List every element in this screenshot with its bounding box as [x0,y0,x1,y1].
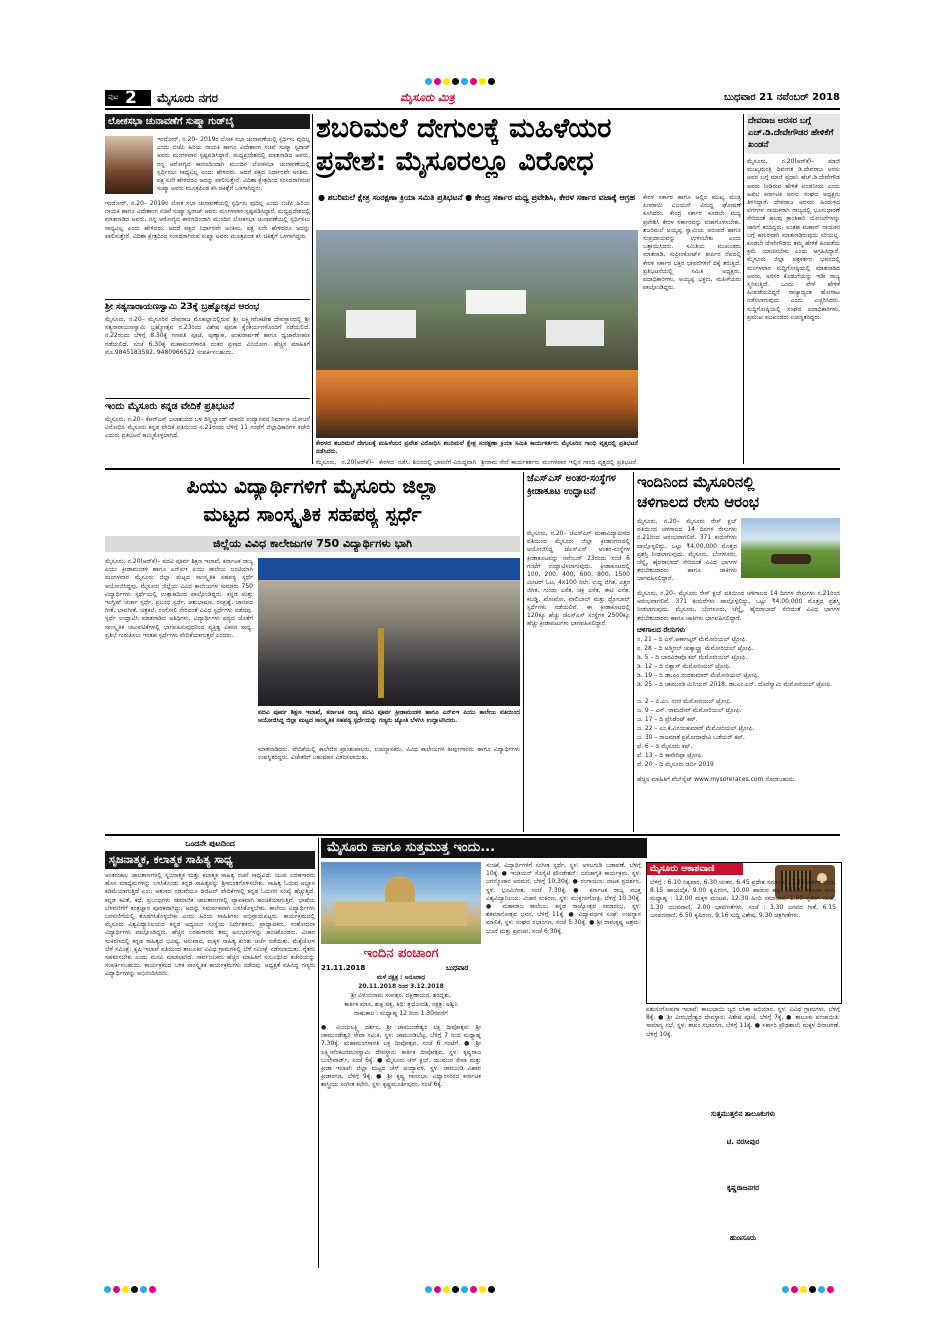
banner-shape [258,558,520,580]
taluk-heading: ಕೃಷ್ಣರಾಜನಗರ [727,1184,759,1192]
page-label: ಪುಟ [108,93,119,101]
puc-headline-2: ಮಟ್ಟದ ಸಾಂಸ್ಕೃತಿಕ ಸಹಪಠ್ಯ ಸ್ಪರ್ಧೆ [203,502,422,526]
race-intro: ಮೈಸೂರು, ನ.20– ಮೈಸೂರು ರೇಸ್ ಕ್ಲಬ್ ವತಿಯಿಂದ ಚಳಿಗಾಲದ 14 ದಿನಗಳ ರೇಸುಗಳು ನ.21ರಿಂದ ಆರಂಭವಾಗಲಿವೆ. 371 ಕುದುರೆಗಳು ಪಾಲ್ಗೊಳ್ಳಲಿದ್ದು, ಒಟ್ಟು ₹4,00,000 ಮೊತ್ತದ ಪ್ರಶಸ್ತಿ ನೀಡಲಾಗುವುದು. ಮೈಸೂರು, ಬೆಂಗಳೂರು, ಚೆನ್ನೈ, ಹೈದರಾಬಾದ್ ಸೇರಿದಂತೆ ವಿವಿಧ ಭಾಗಗಳ ತರಬೇತುದಾರರು ಹಾಗೂ ಜಾಕಿಗಳು ಭಾಗವಹಿಸಲಿದ್ದಾರೆ. [637,518,737,583]
section-rule [105,468,840,470]
section-title: ಮೈಸೂರು ನಗರ [157,91,219,105]
dot [140,1286,147,1293]
race-headline-2: ಚಳಿಗಾಲದ ರೇಸು ಆರಂಭ [637,493,760,511]
column-rule [743,114,744,464]
lead-story [316,112,741,467]
dot [113,1286,120,1293]
jss-story [527,472,630,832]
lamp-lighting-photo [258,558,520,706]
devaraj-headline: ದೇವರಾಜ ಅರಸರ ಬಗ್ಗೆ ಎಚ್.ಡಿ.ದೇವೇಗೌಡರ ಹೇಳಿಕೆಗೆ ಖಂಡನೆ [747,114,840,154]
puc-headline-1: ಪಿಯು ವಿದ್ಯಾರ್ಥಿಗಳಿಗೆ ಮೈಸೂರು ಜಿಲ್ಲಾ [186,474,439,498]
dot [818,1286,825,1293]
lead-body-col4: ಕೇರಳ ಸರ್ಕಾರ ಹಾಗೂ ಅಲ್ಲಿನ ಮುಖ್ಯ ಮಂತ್ರಿ ಪಿಣರಾಯಿ ವಿಜಯನ್ ವಿರುದ್ಧ ಘೋಷಣೆ ಕೂಗಿದರು. ಕೇಂದ್ರ ಸರ್ಕಾರ ಕೂಡಲೇ ಮಧ್ಯ ಪ್ರವೇಶಿಸಿ ಕೇರಳ ಸರ್ಕಾರವನ್ನು ವಜಾಗೊಳಿಸಬೇಕು. ಶಬರಿಮಲೆ ಅಯ್ಯಪ್ಪ ಸ್ವಾಮಿಯ ಪರಂಪರೆ ಹಾಗೂ ಸಂಪ್ರದಾಯವನ್ನು ಉಳಿಸಬೇಕು ಎಂದು ಒತ್ತಾಯಿಸಿದರು. ಸಮಿತಿಯ ಮುಖಂಡರು ಮಾತನಾಡಿ, ಸುಪ್ರೀಂಕೋರ್ಟ್ ತೀರ್ಪಿನ ನೆಪದಲ್ಲಿ ಕೇರಳ ಸರ್ಕಾರ ಭಕ್ತರ ಭಾವನೆಗಳಿಗೆ ಧಕ್ಕೆ ತರುತ್ತಿದೆ. ಪ್ರತಿಭಟನೆಯಲ್ಲಿ ಸಮಿತಿ ಅಧ್ಯಕ್ಷರು, ಪದಾಧಿಕಾರಿಗಳು, ಅಯ್ಯಪ್ಪ ಭಕ್ತರು, ಮಹಿಳೆಯರು ಪಾಲ್ಗೊಂಡಿದ್ದರು. [643,194,741,292]
lead-headline-1: ಶಬರಿಮಲೆ ದೇಗುಲಕ್ಕೆ ಮಹಿಳೆಯರ [316,113,612,144]
lead-headline-2: ಪ್ರವೇಶ: ಮೈಸೂರಲ್ಲೂ ವಿರೋಧ [316,146,594,177]
dot [131,1286,138,1293]
dot [488,78,495,85]
radio-title: ಮೈಸೂರು ಆಕಾಶವಾಣಿ [647,863,743,875]
schedule-item: ಡಿ. 5 – ದಿ ಬಾರವಿರಾವೊ ಕಪ್ ಮೆಮೋರಿಯಲ್ ಟ್ರೋಫಿ. [637,654,748,661]
dot [470,1286,477,1293]
schedule-item: ಜ. 30 – ರಾಜಮಾತೆ ಪ್ರಮೋದಾದೇವಿ ಒಡೆಯರ್ ಕಪ್. [637,734,745,741]
panchanga-line: ರಾಹುಕಾಲ : ಮಧ್ಯಾಹ್ನ 12 ರಿಂದ 1.30ರವರೆಗೆ [354,1010,448,1017]
events-col1: ● ವಿಜಯಲಕ್ಷ್ಮಿ ದರ್ಶನ, ಶ್ರೀ ಚಾಮುಂಡೇಶ್ವರಿ ಲಕ್ಷ ದೀಪೋತ್ಸವ: ಶ್ರೀ ಚಾಮುಂಡೇಶ್ವರಿ ಸೇವಾ ಸಮಿತಿ, ಸ್ಥಳ: ಚಾಮುಂಡಿಬೆಟ್ಟ, ಬೆಳಿಗ್ಗೆ 7 ರಿಂದ ಮಧ್ಯಾಹ್ನ 7.30ಕ್ಕೆ. ಮಹಾಮಂಗಳಾರತಿ ಲಕ್ಷ ದೀಪೋತ್ಸವ, ಸಂಜೆ 6 ಗಂಟೆಗೆ. ● ಶ್ರೀ ಲಕ್ಷ್ಮೀವೆಂಕಟರಮಣಸ್ವಾಮಿ ದೇವಸ್ಥಾನ: ಕಾರ್ತಿಕ ದೀಪೋತ್ಸವ, ಸ್ಥಳ: ಕೃಷ್ಣರಾಜ ಬುಲೇವಾರ್ಡ್, ಸಂಜೆ 6ಕ್ಕೆ. ● ಮೈಸೂರು ಚೆಸ್ ಕ್ಲಬ್, ಯುವಜನ ಸೇವಾ ಮತ್ತು ಕ್ರೀಡಾ ಇಲಾಖೆ: ಜಿಲ್ಲಾ ಮಟ್ಟದ ಚೆಸ್ ಪಂದ್ಯಾವಳಿ, ಸ್ಥಳ: ಚಾಮುಂಡಿ ವಿಹಾರ ಕ್ರೀಡಾಂಗಣ, ಬೆಳಿಗ್ಗೆ 9ಕ್ಕೆ. ● ಶ್ರೀ ಕೃಷ್ಣ ಗಾನಸಭಾ: ವಿದ್ವಾಂಸರಿಂದ ಕರ್ನಾಟಕ ಶಾಸ್ತ್ರೀಯ ಸಂಗೀತ ಕಛೇರಿ, ಸ್ಥಳ: ಕೃಷ್ಣಮೂರ್ತಿಪುರಂ, ಸಂಜೆ 6ಕ್ಕೆ. [321,1024,481,1089]
sushma-body-cont: ಇಂದೋರ್, ನ.20– 2019ರ ಲೋಕ ಸಭಾ ಚುನಾವಣೆಯಲ್ಲಿ ಸ್ಪರ್ಧಿಸು ವುದಿಲ್ಲ ಎಂದು ಬಿಜೆಪಿ ಹಿರಿಯ ನಾಯಕಿ ಹಾಗೂ ವಿದೇಶಾಂಗ ಸಚಿವೆ ಸುಷ್ಮಾ ಸ್ವರಾಜ್ ಅವರು ಮಂಗಳವಾರ ಸ್ಪಷ್ಟಪಡಿಸಿದ್ದಾರೆ. ಮಧ್ಯಪ್ರದೇಶದಲ್ಲಿ ಮಾತನಾಡಿದ ಅವರು, ನನ್ನ ಆರೋಗ್ಯದ ಕಾರಣದಿಂದಾಗಿ ಮುಂದಿನ ಲೋಕಸಭಾ ಚುನಾವಣೆಯಲ್ಲಿ ಸ್ಪರ್ಧಿಸಲು ಸಾಧ್ಯವಿಲ್ಲ ಎಂದು ಹೇಳಿದರು. ಆದರೆ ಪಕ್ಷದ ನಿರ್ಧಾರವೇ ಅಂತಿಮ. ಪಕ್ಷ ಏನೇ ಹೇಳಿದರೂ ಅದನ್ನು ಪಾಲಿಸುತ್ತೇನೆ. ವಿದಿಶಾ ಕ್ಷೇತ್ರದಿಂದ ಸಂಸದರಾಗಿರುವ ಸುಷ್ಮಾ ಅವರು ಮೂತ್ರಪಿಂಡ ಕಸಿ ಚಿಕಿತ್ಸೆಗೆ ಒಳಗಾಗಿದ್ದರು. [105,200,310,240]
dot [782,1286,789,1293]
puc-body-bottom: ಮಾತನಾಡಿದರು. ವೇದಿಕೆಯಲ್ಲಿ ಕಾಲೇಜಿನ ಪ್ರಾಂಶುಪಾಲರು, ಉಪನ್ಯಾಸಕರು, ವಿವಿಧ ಕಾಲೇಜುಗಳ ತೀರ್ಪುಗಾರರು ಹಾಗೂ ವಿದ್ಯಾರ್ಥಿಗಳು ಉಪಸ್ಥಿತರಿದ್ದರು. ವಿಜೇತರಿಗೆ ಬಹುಮಾನ ವಿತರಿಸಲಾಯಿತು. [258,746,520,762]
dot [425,78,432,85]
lamp-shape [378,628,384,698]
lead-body-col2: ನಡೆಸಿ, ಶಿಬಿರದಲ್ಲಿ ಭಾವನೆಗೆ ವಿರುದ್ಧವಾಗಿ [398,459,476,466]
dot [479,1286,486,1293]
devaraj-body: ಮೈಸೂರು, ನ.20(ಆರ್‌ಕೆ)– ಮಾಜಿ ಮುಖ್ಯಮಂತ್ರಿ ದಿವಂಗತ ಡಿ.ದೇವರಾಜ ಅರಸು ಅವರ ಬಗ್ಗೆ ಮಾಜಿ ಪ್ರಧಾನಿ ಹೆಚ್.ಡಿ.ದೇವೇಗೌಡ ಅವರು ನೀಡಿರುವ ಹೇಳಿಕೆ ಖಂಡನೀಯ ಎಂದು ಅಖಿಲ ಕರ್ನಾಟಕ ಅರಸು ಸಂಘದ ಅಧ್ಯಕ್ಷರು ತಿಳಿಸಿದ್ದಾರೆ. ದೇವರಾಜ ಅರಸರು ಹಿಂದುಳಿದ ವರ್ಗಗಳ ನಾಯಕರಾಗಿ ರಾಜ್ಯದಲ್ಲಿ ಭೂಸುಧಾರಣೆ ಸೇರಿದಂತೆ ಹಲವು ಕ್ರಾಂತಿಕಾರಿ ಯೋಜನೆಗಳನ್ನು ಜಾರಿಗೆ ತಂದಿದ್ದರು. ಅಂತಹ ಮಹಾನ್ ನಾಯಕರ ಬಗ್ಗೆ ಹಗುರವಾಗಿ ಮಾತನಾಡಿರುವುದು ಸರಿಯಲ್ಲ. ಕೂಡಲೇ ದೇವೇಗೌಡರು ತಮ್ಮ ಹೇಳಿಕೆ ಹಿಂಪಡೆದು ಕ್ಷಮೆ ಯಾಚಿಸಬೇಕು ಎಂದು ಆಗ್ರಹಿಸಿದ್ದಾರೆ. ಮೈಸೂರು ಜಿಲ್ಲಾ ಪತ್ರಕರ್ತರ ಭವನದಲ್ಲಿ ಮಂಗಳವಾರ ಸುದ್ದಿಗೋಷ್ಠಿಯಲ್ಲಿ ಮಾತನಾಡಿದ ಅವರು, ಅರಸರ ಕೊಡುಗೆಯನ್ನು ಇಡೀ ರಾಜ್ಯ ಸ್ಮರಿಸುತ್ತಿದೆ. ಒಂದು ವೇಳೆ ಹೇಳಿಕೆ ಹಿಂಪಡೆಯದಿದ್ದರೆ ರಾಜ್ಯಾದ್ಯಂತ ಹೋರಾಟ ನಡೆಸಲಾಗುವುದು ಎಂದು ಎಚ್ಚರಿಸಿದರು. ಸುದ್ದಿಗೋಷ್ಠಿಯಲ್ಲಿ ಸಂಘದ ಪದಾಧಿಕಾರಿಗಳು, ಪ್ರಮುಖ ಮುಖಂಡರು ಉಪಸ್ಥಿತರಿದ್ದರು. [747,158,840,321]
protest-photo [316,230,638,438]
color-bar-left [104,1278,158,1297]
section-rule [105,834,840,836]
events-col2: ಸಂಚಿಕೆ, ವಿದ್ಯಾರ್ಥಿಗಳಿಗೆ ಸಂಗೀತ ಸ್ಪರ್ಧೆ, ಸ್ಥಳ: ಅಳಲಗುಡಿ ಬಡಾವಣೆ, ಬೆಳಿಗ್ಗೆ 10ಕ್ಕೆ. ● ಇಂಡಿಯನ್ ಸೊಸೈಟಿ ಫೌಂಡೇಶನ್: ಜನಜಾಗೃತಿ ಕಾರ್ಯಕ್ರಮ, ಸ್ಥಳ: ಜಗನ್ಮೋಹನ ಅರಮನೆ, ಬೆಳಿಗ್ಗೆ 10.30ಕ್ಕೆ. ● ರಂಗಾಯಣ: ನಾಟಕ ಪ್ರದರ್ಶನ, ಸ್ಥಳ: ಭೂಮಿಗೀತ, ಸಂಜೆ 7.30ಕ್ಕೆ. ● ಕರ್ನಾಟಕ ರಾಜ್ಯ ಮುಕ್ತ ವಿಶ್ವವಿದ್ಯಾನಿಲಯ: ವಿಚಾರ ಸಂಕಿರಣ, ಸ್ಥಳ: ಮುಕ್ತಗಂಗೋತ್ರಿ, ಬೆಳಿಗ್ಗೆ 10.30ಕ್ಕೆ. ● ಮಹಾರಾಜ ಕಾಲೇಜು: ಕನ್ನಡ ರಾಜ್ಯೋತ್ಸವ ಸಮಾರಂಭ, ಸ್ಥಳ: ಶತಮಾನೋತ್ಸವ ಭವನ, ಬೆಳಿಗ್ಗೆ 11ಕ್ಕೆ. ● ವಿದ್ಯಾವರ್ಧಕ ಸಂಘ: ಉಪನ್ಯಾಸ ಮಾಲಿಕೆ, ಸ್ಥಳ: ಸಂಘದ ಸಭಾಂಗಣ, ಸಂಜೆ 5.30ಕ್ಕೆ. ● ಶ್ರೀ ರಾಮಕೃಷ್ಣ ಆಶ್ರಮ: ಭಜನೆ ಮತ್ತು ಪ್ರವಚನ, ಸಂಜೆ 6.30ಕ್ಕೆ. [486,862,641,935]
lead-subheadline: ● ಶಬರಿಮಲೆ ಕ್ಷೇತ್ರ ಸಂರಕ್ಷಣಾ ಕ್ರಿಯಾ ಸಮಿತಿ ಪ್ರತಿಭಟನೆ ● ಕೇಂದ್ರ ಸರ್ಕಾರ ಮಧ್ಯ ಪ್ರವೇಶಿಸಿ, ಕೇರಳ ಸರ್ಕಾರ ವಜಾಕ್ಕೆ ಆಗ್ರಹ [318,193,635,202]
panchanga-day: ಬುಧವಾರ [446,964,469,972]
dot [791,1286,798,1293]
schedule-item: ಜ. 2 – ಪಿ.ಎಂ. ನಗರ ಮೆಮೋರಿಯಲ್ ಟ್ರೋಫಿ. [637,698,732,705]
race-headline-1: ಇಂದಿನಿಂದ ಮೈಸೂರಿನಲ್ಲಿ [637,473,755,491]
column-rule [318,838,319,1268]
dot [461,78,468,85]
page-number-box [105,90,151,106]
left-column [105,114,310,464]
sushma-headline: ಲೋಕಸಭಾ ಚುನಾವಣೆಗೆ ಸುಷ್ಮಾ ಗುಡ್‌ಬೈ [105,114,310,129]
brahmotsava-headline: ಶ್ರೀ ಸತ್ಯನಾರಾಯಣಸ್ವಾಮಿ 23ಕ್ಕೆ ಬ್ರಹ್ಮೋತ್ಸವ ಆರಂಭ [105,302,260,312]
dot [434,78,441,85]
column-rule [312,114,313,464]
puc-subheadline: ಜಿಲ್ಲೆಯ ವಿವಿಧ ಕಾಲೇಜುಗಳ 750 ವಿದ್ಯಾರ್ಥಿಗಳು ಭಾಗಿ [105,536,520,552]
taluk-heading: ಟಿ. ನರಸೀಪುರ [726,1138,760,1146]
puc-body-left: ಮೈಸೂರು, ನ.20(ಆರ್‌ಕೆ)– ಪದವಿ ಪೂರ್ವ ಶಿಕ್ಷಣ ಇಲಾಖೆ, ಕರ್ನಾಟಕ ರಾಜ್ಯ ಪಿಯು ಕ್ರೀಡಾಮಂಡಳಿ ಹಾಗೂ ಎನ್‌ಐಇ ಪಿಯು ಕಾಲೇಜು ಜಂಟಿಯಾಗಿ ಮಂಗಳವಾರ ಮೈಸೂರು ಜಿಲ್ಲಾ ಮಟ್ಟದ ಸಾಂಸ್ಕೃತಿಕ ಸಹಪಠ್ಯ ಸ್ಪರ್ಧೆ ಆಯೋಜಿಸಿದ್ದವು. ಮೈಸೂರು ಜಿಲ್ಲೆಯ ವಿವಿಧ ಕಾಲೇಜುಗಳ ಸುಮಾರು 750 ವಿದ್ಯಾರ್ಥಿಗಳು ಸ್ಪರ್ಧೆಯಲ್ಲಿ ಉತ್ಸಾಹದಿಂದ ಪಾಲ್ಗೊಂಡಿದ್ದರು. ಕನ್ನಡ ಮತ್ತು ಇಂಗ್ಲಿಷ್ ಚರ್ಚಾ ಸ್ಪರ್ಧೆ, ಪ್ರಬಂಧ ಸ್ಪರ್ಧೆ, ಆಶುಭಾಷಣ, ರಸಪ್ರಶ್ನೆ, ಜಾನಪದ ಗೀತೆ, ಭಾವಗೀತೆ, ಚಿತ್ರಕಲೆ, ರಂಗೋಲಿ ಸೇರಿದಂತೆ ವಿವಿಧ ಸ್ಪರ್ಧೆಗಳು ನಡೆದವು. ಸ್ಪರ್ಧೆ ಉದ್ಘಾಟಿಸಿ ಮಾತನಾಡಿದ ಅತಿಥಿಗಳು, ವಿದ್ಯಾರ್ಥಿಗಳು ಪಠ್ಯದ ಜೊತೆಗೆ ಸಾಂಸ್ಕೃತಿಕ ಚಟುವಟಿಕೆಗಳಲ್ಲಿ ಭಾಗವಹಿಸುವುದರಿಂದ ವ್ಯಕ್ತಿತ್ವ ವಿಕಸನ ಸಾಧ್ಯ. ಪ್ರತಿಭೆ ಗುರುತಿಸಲು ಇಂತಹ ಸ್ಪರ್ಧೆಗಳು ವೇದಿಕೆಯಾಗುತ್ತವೆ ಎಂದರು. [105,558,253,639]
dot [452,1286,459,1293]
panchanga-line: ಮಳೆ ನಕ್ಷತ್ರ : ಅನೂರಾಧ [376,974,426,981]
page-number: 2 [125,88,137,108]
kannada-vedike-headline: ಇಂದು ಮೈಸೂರು ಕನ್ನಡ ವೇದಿಕೆ ಪ್ರತಿಭಟನೆ [105,401,235,412]
dot [434,1286,441,1293]
kicker: ಒಂದನೇ ಪುಟದಿಂದ [185,839,235,848]
schedule-item: ಫೆ. 6 – ದಿ ಮೈಸೂರು ಕಪ್. [637,743,693,750]
brahmotsava-body: ಮೈಸೂರು, ನ.20– ಮೈಸೂರಿನ ದೇವರಾಜ ಮೊಹಲ್ಲಾದಲ್ಲಿರುವ ಶ್ರೀ ಲಕ್ಷ್ಮೀವೆಂಕಟೇಶ ದೇವಸ್ಥಾನದಲ್ಲಿ ಶ್ರೀ ಸತ್ಯನಾರಾಯಣಸ್ವಾಮಿ ಬ್ರಹ್ಮೋತ್ಸವ ನ.23ರಿಂದ ವಿಶೇಷ ಪೂಜಾ ಕೈಂಕರ್ಯಗಳೊಂದಿಗೆ ನಡೆಯಲಿದೆ. ನ.22ರಂದು ಬೆಳಿಗ್ಗೆ 8.30ಕ್ಕೆ ಗಣಪತಿ ಪೂಜೆ, ಪುಣ್ಯಾಹ, ಅಂಕುರಾರ್ಪಣೆ ಹಾಗೂ ಧ್ವಜಾರೋಹಣ ನಡೆಯಲಿದೆ. ಸಂಜೆ 6.30ಕ್ಕೆ ಮಹಾಮಂಗಳಾರತಿ ನಂತರ ಪ್ರಸಾದ ವಿನಿಯೋಗ. ಹೆಚ್ಚಿನ ಮಾಹಿತಿಗೆ ಮೊ.9845183592, 9480966522 ಸಂಪರ್ಕಿಸಬಹುದು. [105,316,310,356]
sushma-body: ಇಂದೋರ್, ನ.20– 2019ರ ಲೋಕ ಸಭಾ ಚುನಾವಣೆಯಲ್ಲಿ ಸ್ಪರ್ಧಿಸು ವುದಿಲ್ಲ ಎಂದು ಬಿಜೆಪಿ ಹಿರಿಯ ನಾಯಕಿ ಹಾಗೂ ವಿದೇಶಾಂಗ ಸಚಿವೆ ಸುಷ್ಮಾ ಸ್ವರಾಜ್ ಅವರು ಮಂಗಳವಾರ ಸ್ಪಷ್ಟಪಡಿಸಿದ್ದಾರೆ. ಮಧ್ಯಪ್ರದೇಶದಲ್ಲಿ ಮಾತನಾಡಿದ ಅವರು, ನನ್ನ ಆರೋಗ್ಯದ ಕಾರಣದಿಂದಾಗಿ ಮುಂದಿನ ಲೋಕಸಭಾ ಚುನಾವಣೆಯಲ್ಲಿ ಸ್ಪರ್ಧಿಸಲು ಸಾಧ್ಯವಿಲ್ಲ ಎಂದು ಹೇಳಿದರು. ಆದರೆ ಪಕ್ಷದ ನಿರ್ಧಾರವೇ ಅಂತಿಮ. ಪಕ್ಷ ಏನೇ ಹೇಳಿದರೂ ಅದನ್ನು ಪಾಲಿಸುತ್ತೇನೆ. ವಿದಿಶಾ ಕ್ಷೇತ್ರದಿಂದ ಸಂಸದರಾಗಿರುವ ಸುಷ್ಮಾ ಅವರು ಮೂತ್ರಪಿಂಡ ಕಸಿ ಚಿಕಿತ್ಸೆಗೆ ಒಳಗಾಗಿದ್ದರು. [157,136,310,193]
schedule-item: ನ. 21 – ದಿ ಎಸ್.ಆರ್ಕಾಟ್ಕರ್ ಮೆಮೋರಿಯಲ್ ಟ್ರೋಫಿ. [637,636,748,643]
race-story [637,472,840,832]
taluk-heading: ಹುಣಸೂರು [729,1234,757,1242]
crowd-shape [316,370,638,438]
events-col3: ಪಶುಸಂಗೋಪನಾ ಇಲಾಖೆ: ಕಾಲುಬಾಯಿ ಜ್ವರ ಲಸಿಕಾ ಅಭಿಯಾನ, ಸ್ಥಳ: ವಿವಿಧ ಗ್ರಾಮಗಳು, ಬೆಳಿಗ್ಗೆ 8ಕ್ಕೆ. ● ಶ್ರೀ ವೀರಭದ್ರೇಶ್ವರ ದೇವಸ್ಥಾನ: ವಿಶೇಷ ಪೂಜೆ, ಬೆಳಿಗ್ಗೆ 7ಕ್ಕೆ. ● ತಾಲೂಕು ಪಂಚಾಯಿತಿ: ಸಾಮಾನ್ಯ ಸಭೆ, ಸ್ಥಳ: ತಾಪಂ ಸಭಾಂಗಣ, ಬೆಳಿಗ್ಗೆ 11ಕ್ಕೆ. ● ಸರ್ಕಾರಿ ಪ್ರೌಢಶಾಲೆ: ಮಕ್ಕಳ ದಿನಾಚರಣೆ, ಬೆಳಿಗ್ಗೆ 10ಕ್ಕೆ. [646,1006,840,1038]
radio-box [646,862,842,1004]
schedule-item: ನ. 28 – ದಿ ಅಡ್ಮಿರಲ್ ಚುಕ್ಕಾಲ್ಪ್ರ್ಯಾ ಮೆಮೋರಿಯಲ್ ಟ್ರೋಫಿ. [637,645,754,652]
column-rule [523,472,524,832]
schedule-item: ಜ. 9 – ಎಸ್. ರಾಮದೇವ್ ಮೆಮೋರಿಯಲ್ ಟ್ರೋಫಿ. [637,707,742,714]
events-section [321,838,840,1268]
schedule-item: ಜ. 22 – ಎಂ.ಕೆ.ವಿನಯಕುಮಾರ್ ಮೆಮೋರಿಯಲ್ ಟ್ರೋಫಿ. [637,725,755,732]
palace-body [335,902,467,926]
panchanga-line: ಶ್ರೀ ವಿಳಂಬಿನಾಮ ಸಂವತ್ಸರ, ದಕ್ಷಿಣಾಯನ, ಶರದೃತು, [351,992,451,999]
panchanga-title: ಇಂದಿನ ಪಂಚಾಂಗ [363,946,439,961]
schedule-item: ಡಿ. 25 – ದಿ ಚಾಮುಂಡಿ ಮಿನಿಯನ್ 2018, ಡಾ.ಎಂ.ಎನ್. ದೊರೆಸ್ವಾಮಿ ಮೆಮೋರಿಯಲ್ ಟ್ರೋಫಿ. [637,681,833,688]
schedule-item: ಫೆ. 20 – ದಿ ಮೈಸೂರು ಡರ್ಬಿ 2019 [637,761,714,768]
paper-name: ಮೈಸೂರು ಮಿತ್ರ [400,91,455,104]
dot [425,1286,432,1293]
dot [809,1286,816,1293]
race-schedule-title: ಚಳಿಗಾಲದ ರೇಸುಗಳು [637,626,686,634]
column-rule [633,472,634,832]
color-bar-center [425,1278,497,1297]
puc-story [105,472,520,832]
panchanga-line: 20.11.2018 ರಿಂದ 3.12.2018 [358,983,444,990]
dot [488,1286,495,1293]
lead-body-col1: ಮೈಸೂರು, ನ.20(ಆರ್‌ಕೆ)– ಕೇರಳದ [316,459,394,466]
race-schedule [637,636,840,770]
color-bar-top [425,70,497,89]
schedule-item: ಡಿ. 12 – ದಿ ಬಿಶ್ವಾಸ್ ಮೆಮೋರಿಯಲ್ ಟ್ರೋಫಿ. [637,663,732,670]
palace-photo [321,862,481,944]
dot [443,1286,450,1293]
dot [149,1286,156,1293]
events-banner: ಮೈಸೂರು ಹಾಗೂ ಸುತ್ತಮುತ್ತ ಇಂದು... [321,838,647,858]
divider [105,398,310,399]
divider [105,299,310,300]
right-column [747,114,840,464]
panchanga-date: 21.11.2018 [321,964,366,972]
dot [104,1286,111,1293]
sushma-photo [105,136,153,194]
schedule-item: ಜ. 17 – ದಿ ಪ್ರೆಸಿಡೆಂಟ್ ಕಪ್. [637,716,698,723]
dot [827,1286,834,1293]
date: ಬುಧವಾರ 21 ನವೆಂಬರ್ 2018 [724,92,840,103]
kannada-vedike-body: ಮೈಸೂರು, ನ.20– ಕೆಆರ್‌ಎಸ್ ಜಲಾಶಯದ ಬಳಿ ಡಿಸ್ನಿಲ್ಯಾಂಡ್ ಮಾದರಿ ಉದ್ಯಾನವನ ನಿರ್ಮಾಣ ಯೋಜನೆ ವಿರೋಧಿಸಿ ಮೈಸೂರು ಕನ್ನಡ ವೇದಿಕೆ ವತಿಯಿಂದ ನ.21ರಂದು ಬೆಳಿಗ್ಗೆ 11 ಗಂಟೆಗೆ ಜಿಲ್ಲಾಧಿಕಾರಿಗಳ ಕಚೇರಿ ಎದುರು ಪ್ರತಿಭಟನೆ ಹಮ್ಮಿಕೊಳ್ಳಲಾಗಿದೆ. [105,416,310,440]
panchanga-lines [321,974,481,1019]
race-intro-cont: ಮೈಸೂರು, ನ.20– ಮೈಸೂರು ರೇಸ್ ಕ್ಲಬ್ ವತಿಯಿಂದ ಚಳಿಗಾಲದ 14 ದಿನಗಳ ರೇಸುಗಳು ನ.21ರಿಂದ ಆರಂಭವಾಗಲಿವೆ. 371 ಕುದುರೆಗಳು ಪಾಲ್ಗೊಳ್ಳಲಿದ್ದು, ಒಟ್ಟು ₹4,00,000 ಮೊತ್ತದ ಪ್ರಶಸ್ತಿ ನೀಡಲಾಗುವುದು. ಮೈಸೂರು, ಬೆಂಗಳೂರು, ಚೆನ್ನೈ, ಹೈದರಾಬಾದ್ ಸೇರಿದಂತೆ ವಿವಿಧ ಭಾಗಗಳ ತರಬೇತುದಾರರು ಹಾಗೂ ಜಾಕಿಗಳು ಭಾಗವಹಿಸಲಿದ್ದಾರೆ. [637,590,840,622]
dot [800,1286,807,1293]
jss-body: ಮೈಸೂರು, ನ.20– ಜೆಎಸ್‌ಎಸ್ ಮಹಾವಿದ್ಯಾಪೀಠದ ವತಿಯಿಂದ ಮೈಸೂರು ಜಿಲ್ಲಾ ಕ್ರೀಡಾಂಗಣದಲ್ಲಿ ಆಯೋಜಿಸಿದ್ದ ಜೆಎಸ್‌ಎಸ್ ಅಂತರ-ಸಂಸ್ಥೆಗಳ ಕ್ರೀಡಾಕೂಟವನ್ನು ನವೆಂಬರ್ 23ರಂದು ಸಂಜೆ 6 ಗಂಟೆಗೆ ಉದ್ಘಾಟಿಸಲಾಗುವುದು. ಕ್ರೀಡಾಕೂಟದಲ್ಲಿ 100, 200, 400, 600, 800, 1500 ಮೀಟರ್ ಓಟ, 4x100 ರಿಲೇ, ಉದ್ದ ಜಿಗಿತ, ಎತ್ತರ ಜಿಗಿತ, ಗುಂಡು ಎಸೆತ, ಚಕ್ರ ಎಸೆತ, ಈಟಿ ಎಸೆತ, ಕಬಡ್ಡಿ, ಖೋಖೋ, ವಾಲಿಬಾಲ್ ಮತ್ತು ಥ್ರೋಬಾಲ್ ಸ್ಪರ್ಧೆಗಳು ನಡೆಯಲಿವೆ. ಈ ಕ್ರೀಡಾಕೂಟದಲ್ಲಿ 120ಕ್ಕೂ ಹೆಚ್ಚು ಜೆಎಸ್‌ಎಸ್ ಸಂಸ್ಥೆಗಳ 2500ಕ್ಕೂ ಹೆಚ್ಚು ಕ್ರೀಡಾಪಟುಗಳು ಭಾಗವಹಿಸಲಿದ್ದಾರೆ. [527,530,630,628]
dot [461,1286,468,1293]
bottom-left-story [105,838,315,1268]
masthead [105,90,840,106]
race-photo [741,518,840,578]
banner-shape [546,320,604,346]
masthead-rule [105,108,840,110]
banner-shape [346,310,416,338]
color-bar-right [782,1278,836,1297]
banner-shape [466,290,526,314]
taluk-heading: ಸುತ್ತಮುತ್ತಲಿನ ತಾಲೂಕುಗಳು [710,1110,776,1118]
schedule-item: ಫೆ. 13 – ದಿ ಕಾವೇರಿಪ್ಪಾ ಟ್ರೋಫಿ. [637,752,704,759]
dot [452,78,459,85]
dot [122,1286,129,1293]
lead-body-col3: ಶ್ರೀರಾಮ ಸೇನೆ ಕಾರ್ಯಕರ್ತರು ಮಂಗಳವಾರ ಇಲ್ಲಿನ ಗಾಂಧಿ ವೃತ್ತದಲ್ಲಿ ಪ್ರತಿಭಟನೆ [481,459,636,466]
radio-text: ಬೆಳಿಗ್ಗೆ : 6.10 ನಿತ್ಯಪಾಠ, 6.30 ಚಿಂತನ, 6.45 ಪ್ರದೇಶ ಸಮಾಚಾರ, 7.15 ಸಂಗೀತ ಸುಧಾ, 8.15 ಹಾಯಬೈಕ, 9.00 ಕೃಷಿರಂಗ, 10.00 ಹಾಡುವ ಹಕ್ಕಿ, 11.00 ಮಹಿಳಾ ರಂಗ. ಮಧ್ಯಾಹ್ನ : 12.00 ಮಕ್ಕಳ ಮಂಟಪ, 12.30 ಹಿಂದಿ ಸಮಾಚಾರ, 1.00 ರೈತರಿಗೆ ಸಲಹೆ, 1.30 ಯುವವಾಣಿ, 2.00 ಭಾವಗೀತೆಗಳು. ಸಂಜೆ : 3.30 ಜನಪದ ಗೀತೆ, 6.15 ಜನಪದವಾಣಿ, 6.50 ಕೃಷಿರಂಗ, 9.16 ಸುದ್ದಿ ವಿಶೇಷ, 9.30 ಚಿತ್ರಗೀತೆಗಳು. [650,879,836,919]
photo-caption: ಕೇರಳದ ಶಬರಿಮಲೆ ದೇಗುಲಕ್ಕೆ ಮಹಿಳೆಯರ ಪ್ರವೇಶ ವಿರೋಧಿಸಿ ಶಬರಿಮಲೆ ಕ್ಷೇತ್ರ ಸಂರಕ್ಷಣಾ ಕ್ರಿಯಾ ಸಮಿತಿ ಕಾರ್ಯಕರ್ತರು ಮೈಸೂರಿನ ಗಾಂಧಿ ವೃತ್ತದಲ್ಲಿ ಪ್ರತಿಭಟನೆ ನಡೆಸಿದರು. [316,440,638,456]
race-footer: ಹೆಚ್ಚಿನ ಮಾಹಿತಿಗೆ ವೆಬ್‌ಸೈಟ್ www.mysoreraces.com ನೋಡಬಹುದು. [637,776,797,783]
panchanga-line: ಕಾರ್ತಿಕ ಮಾಸ, ಶುಕ್ಲ ಪಕ್ಷ, ತಿಥಿ: ತ್ರಯೋದಶಿ, ನಕ್ಷತ್ರ: ಅಶ್ವಿನಿ [344,1001,458,1008]
horse-shape [771,554,811,564]
jss-headline: ಜೆಎಸ್‌ಎಸ್ ಅಂತರ-ಸಂಸ್ಥೆಗಳ ಕ್ರೀಡಾಕೂಟ ಉದ್ಘಾಟನೆ [527,473,616,497]
literature-headline: ಸೃಜನಾತ್ಮಕ, ಕಲಾತ್ಮಕ ಸಾಹಿತ್ಯ ಸಾಧ್ಯ [105,851,315,869]
puc-caption: ಪದವಿ ಪೂರ್ವ ಶಿಕ್ಷಣ ಇಲಾಖೆ, ಕರ್ನಾಟಕ ರಾಜ್ಯ ಪದವಿ ಪೂರ್ವ ಕ್ರೀಡಾಮಂಡಳಿ ಹಾಗೂ ಎನ್‌ಐಇ ಪಿಯು ಕಾಲೇಜು ವತಿಯಿಂದ ಆಯೋಜಿಸಿದ್ದ ಜಿಲ್ಲಾ ಮಟ್ಟದ ಸಾಂಸ್ಕೃತಿಕ ಸಹಪಠ್ಯ ಸ್ಪರ್ಧೆಯನ್ನು ಗಣ್ಯರು ಜ್ಯೋತಿ ಬೆಳಗಿಸಿ ಉದ್ಘಾಟಿಸಿದರು. [258,709,520,725]
dot [479,78,486,85]
literature-body: ಅಂತರಜಾಲ ಜಾಲತಾಣಗಳಲ್ಲಿ ಸೃಜನಾತ್ಮಕ ಮತ್ತು ಕಲಾತ್ಮಕ ಸಾಹಿತ್ಯ ರಚನೆ ಸಾಧ್ಯವಿದೆ. ಯುವ ಬರಹಗಾರರು ಹೊಸ ಮಾಧ್ಯಮಗಳನ್ನು ಬಳಸಿಕೊಂಡು ಕನ್ನಡ ಸಾಹಿತ್ಯವನ್ನು ಶ್ರೀಮಂತಗೊಳಿಸಬೇಕು. ಸಾಹಿತ್ಯ ಓದುವ ಅಭ್ಯಾಸ ಕಡಿಮೆಯಾಗುತ್ತಿದೆ ಎಂಬ ಆತಂಕದ ನಡುವೆಯೂ ಡಿಜಿಟಲ್ ವೇದಿಕೆಗಳಲ್ಲಿ ಕನ್ನಡ ಓದುಗರ ಸಂಖ್ಯೆ ಹೆಚ್ಚುತ್ತಿದೆ. ಕನ್ನಡ ಕವಿತೆ, ಕಥೆ, ಪ್ರಬಂಧಗಳು ಸಾಮಾಜಿಕ ಜಾಲತಾಣಗಳಲ್ಲಿ ವ್ಯಾಪಕವಾಗಿ ಹಂಚಿಕೆಯಾಗುತ್ತಿವೆ. ಭಾಷೆಯ ಬೆಳವಣಿಗೆಗೆ ತಂತ್ರಜ್ಞಾನ ಪೂರಕವಾಗಿದ್ದು, ಅದನ್ನು ಸಮರ್ಪಕವಾಗಿ ಬಳಸಿಕೊಳ್ಳಬೇಕು. ಕಾಲೇಜು ವಿದ್ಯಾರ್ಥಿಗಳು ಬರವಣಿಗೆಯಲ್ಲಿ ತೊಡಗಿಸಿಕೊಳ್ಳಬೇಕು ಎಂದು ಹಿರಿಯ ಸಾಹಿತಿಗಳು ಅಭಿಪ್ರಾಯಪಟ್ಟರು. ಕಾರ್ಯಕ್ರಮದಲ್ಲಿ ಮೈಸೂರು ವಿಶ್ವವಿದ್ಯಾನಿಲಯದ ಕನ್ನಡ ಅಧ್ಯಯನ ಸಂಸ್ಥೆಯ ನಿರ್ದೇಶಕರು, ಪ್ರಾಧ್ಯಾಪಕರು, ಸಂಶೋಧನಾ ವಿದ್ಯಾರ್ಥಿಗಳು ಪಾಲ್ಗೊಂಡಿದ್ದರು. ಹೆಚ್ಚಿನ ಬರಹಗಾರರು ತಮ್ಮ ಅನುಭವಗಳನ್ನು ಹಂಚಿಕೊಂಡರು. ವಿಚಾರ ಸಂಕಿರಣದಲ್ಲಿ ಕನ್ನಡ ಸಾಹಿತ್ಯದ ಭವಿಷ್ಯ, ಅನುವಾದ, ಮಕ್ಕಳ ಸಾಹಿತ್ಯ ಕುರಿತು ಚರ್ಚೆ ನಡೆಯಿತು. ಮೆಕ್ಕೆಜೋಳ ಬೆಳೆ ಸಮೀಕ್ಷೆ: ಕೃಷಿ ಇಲಾಖೆ ವತಿಯಿಂದ ತಾಲೂಕಿನ ವಿವಿಧ ಗ್ರಾಮಗಳಲ್ಲಿ ಬೆಳೆ ಸಮೀಕ್ಷೆ ನಡೆಸಲಾಯಿತು. ರೈತರು ಸಹಕರಿಸಬೇಕು ಎಂದು ಮನವಿ ಮಾಡಲಾಗಿದೆ. ಸಾರ್ವಜನಿಕರು ಹೆಚ್ಚಿನ ಮಾಹಿತಿಗೆ ಸಂಬಂಧಿಸಿದ ಕಚೇರಿಯನ್ನು ಸಂಪರ್ಕಿಸಬಹುದು. ಕಾರ್ಯಕ್ರಮದ ಬಳಿಕ ಸಾಂಸ್ಕೃತಿಕ ಕಾರ್ಯಕ್ರಮಗಳು ನಡೆದವು. ಅಧ್ಯಕ್ಷತೆ ವಹಿಸಿದ್ದ ಗಣ್ಯರು ವಿದ್ಯಾರ್ಥಿಗಳನ್ನು ಅಭಿನಂದಿಸಿದರು. [105,872,315,978]
dot [470,78,477,85]
dot [443,78,450,85]
schedule-item: ಡಿ. 19 – ದಿ ಡಾ.ಎಂ.ನಂದಕುಮಾರ್ ಮೆಮೋರಿಯಲ್ ಟ್ರೋಫಿ. [637,672,760,679]
